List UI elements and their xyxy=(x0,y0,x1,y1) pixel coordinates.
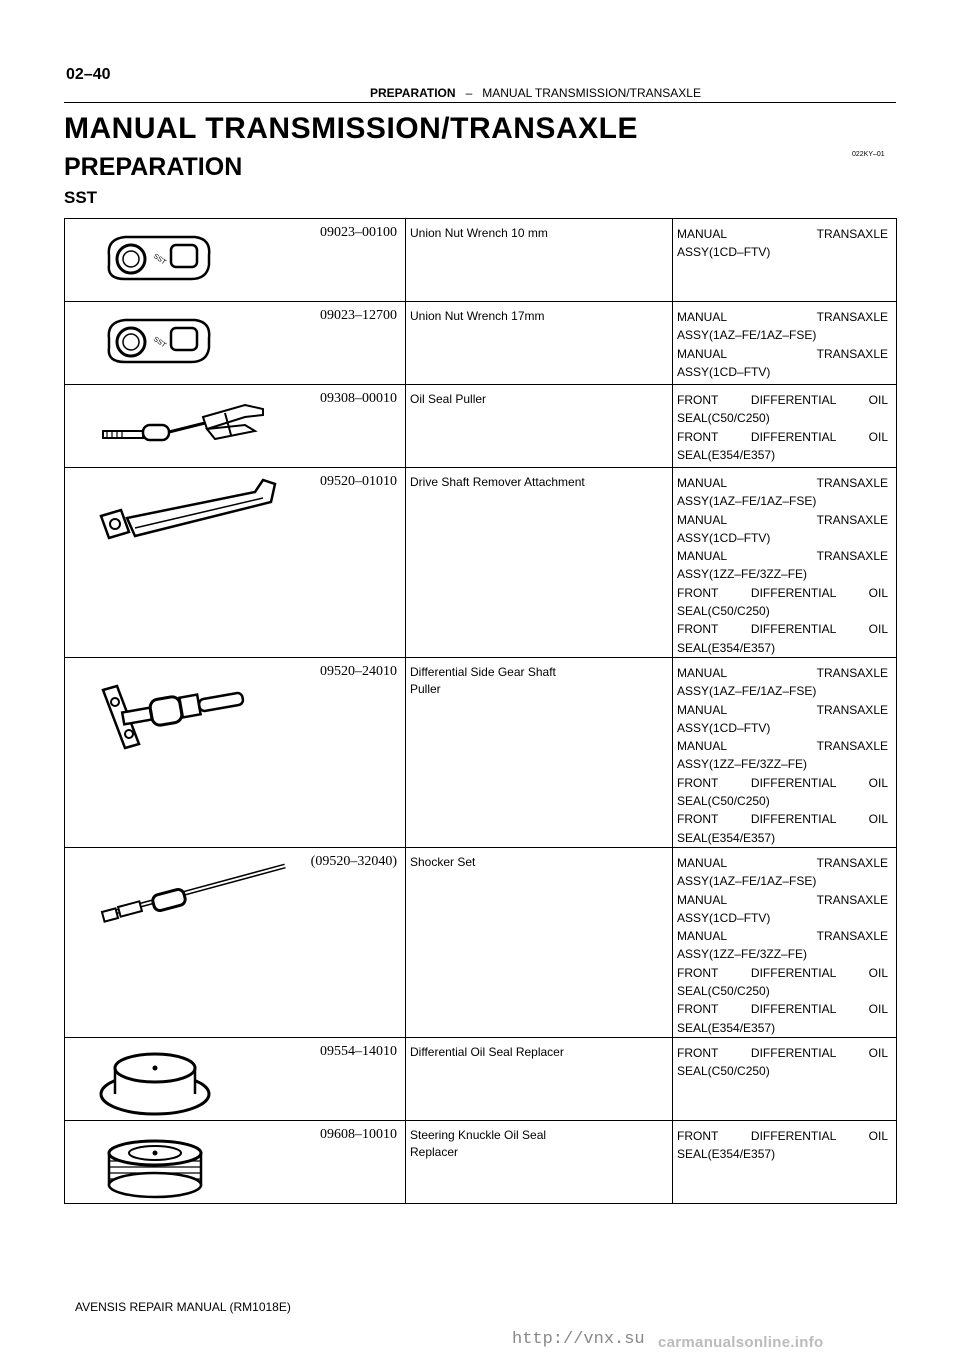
application-note-line: MANUAL TRANSAXLE xyxy=(677,310,888,324)
application-note-line: ASSY(1CD–FTV) xyxy=(677,364,771,379)
category-heading: SST xyxy=(64,188,98,207)
tool-name: Puller xyxy=(410,681,441,696)
tool-figure-cell xyxy=(65,219,406,302)
table-row xyxy=(65,468,897,658)
running-header xyxy=(64,86,896,103)
part-number: (09520–32040) xyxy=(310,853,397,869)
tool-name: Shocker Set xyxy=(410,854,476,869)
tool-figure-cell xyxy=(65,302,406,385)
union-nut-wrench-icon xyxy=(95,312,215,377)
part-number: 09554–14010 xyxy=(320,1043,397,1059)
table-row xyxy=(65,847,897,1037)
application-note-line: ASSY(1AZ–FE/1AZ–FSE) xyxy=(677,874,817,889)
application-note-cell xyxy=(673,219,897,302)
application-note-line: SEAL(C50/C250) xyxy=(677,794,770,809)
tool-name-cell xyxy=(406,1120,673,1203)
application-note-line: MANUAL TRANSAXLE xyxy=(677,549,888,564)
application-note-cell xyxy=(673,657,897,847)
tool-name-cell xyxy=(406,219,673,302)
tool-figure-cell xyxy=(65,1120,406,1203)
tool-name-cell xyxy=(406,847,673,1037)
tool-name: Steering Knuckle Oil Seal xyxy=(410,1127,547,1142)
application-note-line: FRONT DIFFERENTIAL OIL xyxy=(677,622,888,637)
application-note-line: SEAL(C50/C250) xyxy=(677,984,770,999)
application-note-line: ASSY(1ZZ–FE/3ZZ–FE) xyxy=(677,757,808,772)
tool-name-cell xyxy=(406,657,673,847)
application-note-cell xyxy=(673,302,897,385)
application-note-line: MANUAL TRANSAXLE xyxy=(677,929,888,944)
application-note-line: FRONT DIFFERENTIAL OIL xyxy=(677,775,888,790)
application-note-line: FRONT DIFFERENTIAL OIL xyxy=(677,429,888,444)
application-note-line: SEAL(C50/C250) xyxy=(677,1064,770,1079)
part-number: 09520–24010 xyxy=(320,663,397,679)
tool-name: Differential Oil Seal Replacer xyxy=(410,1044,564,1059)
application-note-line: SEAL(E354/E357) xyxy=(677,1020,776,1035)
application-note-line: MANUAL TRANSAXLE xyxy=(677,855,888,870)
tool-name-cell xyxy=(406,468,673,658)
oil-seal-puller-icon xyxy=(95,395,275,460)
application-note-line: SEAL(E354/E357) xyxy=(677,1147,776,1162)
part-number: 09308–00010 xyxy=(320,391,397,406)
section-title: PREPARATION xyxy=(64,153,243,181)
table-row xyxy=(65,385,897,468)
page-number: 02–40 xyxy=(66,66,111,83)
page-title: MANUAL TRANSMISSION/TRANSAXLE xyxy=(64,112,638,145)
application-note-line: MANUAL TRANSAXLE xyxy=(677,892,888,907)
part-number: 09520–01010 xyxy=(320,474,397,489)
part-number: 09608–10010 xyxy=(320,1126,397,1142)
application-note-line: MANUAL TRANSAXLE xyxy=(677,702,888,717)
tool-figure-cell xyxy=(65,468,406,658)
application-note-line: MANUAL TRANSAXLE xyxy=(677,665,888,680)
application-note-line: SEAL(E354/E357) xyxy=(677,447,776,462)
tool-name: Union Nut Wrench 17mm xyxy=(410,309,545,323)
application-note-line: ASSY(1AZ–FE/1AZ–FSE) xyxy=(677,328,817,343)
side-gear-shaft-puller-icon xyxy=(95,668,265,763)
application-note-line: ASSY(1CD–FTV) xyxy=(677,530,771,545)
document-id: 022KY–01 xyxy=(852,151,885,158)
tool-figure-cell xyxy=(65,385,406,468)
table-row xyxy=(65,219,897,302)
page-footer: AVENSIS REPAIR MANUAL (RM1018E) xyxy=(75,1300,291,1314)
tool-name-cell xyxy=(406,302,673,385)
application-note-line: FRONT DIFFERENTIAL OIL xyxy=(677,1002,888,1017)
application-note-line: ASSY(1AZ–FE/1AZ–FSE) xyxy=(677,684,817,699)
application-note-cell xyxy=(673,1120,897,1203)
application-note-line: FRONT DIFFERENTIAL OIL xyxy=(677,812,888,827)
shocker-set-icon xyxy=(95,858,295,933)
application-note-line: MANUAL TRANSAXLE xyxy=(677,227,888,241)
application-note-line: SEAL(C50/C250) xyxy=(677,604,770,619)
watermark-site: carmanualsonline.info xyxy=(658,1334,824,1351)
svg-text:SST: SST xyxy=(151,335,168,350)
part-number: 09023–12700 xyxy=(320,308,397,323)
tool-name: Oil Seal Puller xyxy=(410,392,487,406)
application-note-line: FRONT DIFFERENTIAL OIL xyxy=(677,965,888,980)
application-note-line: ASSY(1CD–FTV) xyxy=(677,910,771,925)
application-note-line: SEAL(E354/E357) xyxy=(677,830,776,845)
table-row xyxy=(65,1120,897,1203)
application-note-line: FRONT DIFFERENTIAL OIL xyxy=(677,1045,888,1060)
drive-shaft-remover-icon xyxy=(95,478,285,558)
oil-seal-replacer-icon xyxy=(95,1048,215,1123)
application-note-line: FRONT DIFFERENTIAL OIL xyxy=(677,1128,888,1143)
application-note-line: MANUAL TRANSAXLE xyxy=(677,512,888,527)
knuckle-oil-seal-replacer-icon xyxy=(95,1131,215,1206)
union-nut-wrench-icon xyxy=(95,229,215,294)
tool-figure-cell xyxy=(65,657,406,847)
table-row xyxy=(65,302,897,385)
tool-figure-cell xyxy=(65,1037,406,1120)
application-note-cell xyxy=(673,1037,897,1120)
tool-name-cell xyxy=(406,385,673,468)
part-number: 09023–00100 xyxy=(320,225,397,240)
table-row xyxy=(65,1037,897,1120)
tool-name-cell xyxy=(406,1037,673,1120)
application-note-line: ASSY(1ZZ–FE/3ZZ–FE) xyxy=(677,567,808,582)
header-section: PREPARATION xyxy=(370,86,456,100)
application-note-line: MANUAL TRANSAXLE xyxy=(677,346,888,361)
tool-name: Replacer xyxy=(410,1144,459,1159)
application-note-line: FRONT DIFFERENTIAL OIL xyxy=(677,393,888,407)
application-note-cell xyxy=(673,847,897,1037)
tool-figure-cell xyxy=(65,847,406,1037)
table-row xyxy=(65,657,897,847)
application-note-line: ASSY(1CD–FTV) xyxy=(677,720,771,735)
sst-table xyxy=(64,218,897,1204)
application-note-line: ASSY(1ZZ–FE/3ZZ–FE) xyxy=(677,947,808,962)
tool-name: Union Nut Wrench 10 mm xyxy=(410,226,548,240)
svg-text:SST: SST xyxy=(151,252,168,267)
tool-name: Drive Shaft Remover Attachment xyxy=(410,475,585,489)
application-note-line: SEAL(E354/E357) xyxy=(677,640,776,655)
application-note-line: FRONT DIFFERENTIAL OIL xyxy=(677,585,888,600)
application-note-line: ASSY(1AZ–FE/1AZ–FSE) xyxy=(677,494,817,509)
application-note-line: ASSY(1CD–FTV) xyxy=(677,245,771,260)
application-note-cell xyxy=(673,468,897,658)
application-note-line: MANUAL TRANSAXLE xyxy=(677,739,888,754)
watermark-url[interactable]: http://vnx.su xyxy=(512,1330,645,1349)
application-note-line: SEAL(C50/C250) xyxy=(677,411,770,426)
application-note-cell xyxy=(673,385,897,468)
header-subsection: MANUAL TRANSMISSION/TRANSAXLE xyxy=(482,86,701,100)
application-note-line: MANUAL TRANSAXLE xyxy=(677,476,888,490)
header-separator: – xyxy=(465,86,473,100)
tool-name: Differential Side Gear Shaft xyxy=(410,664,556,679)
